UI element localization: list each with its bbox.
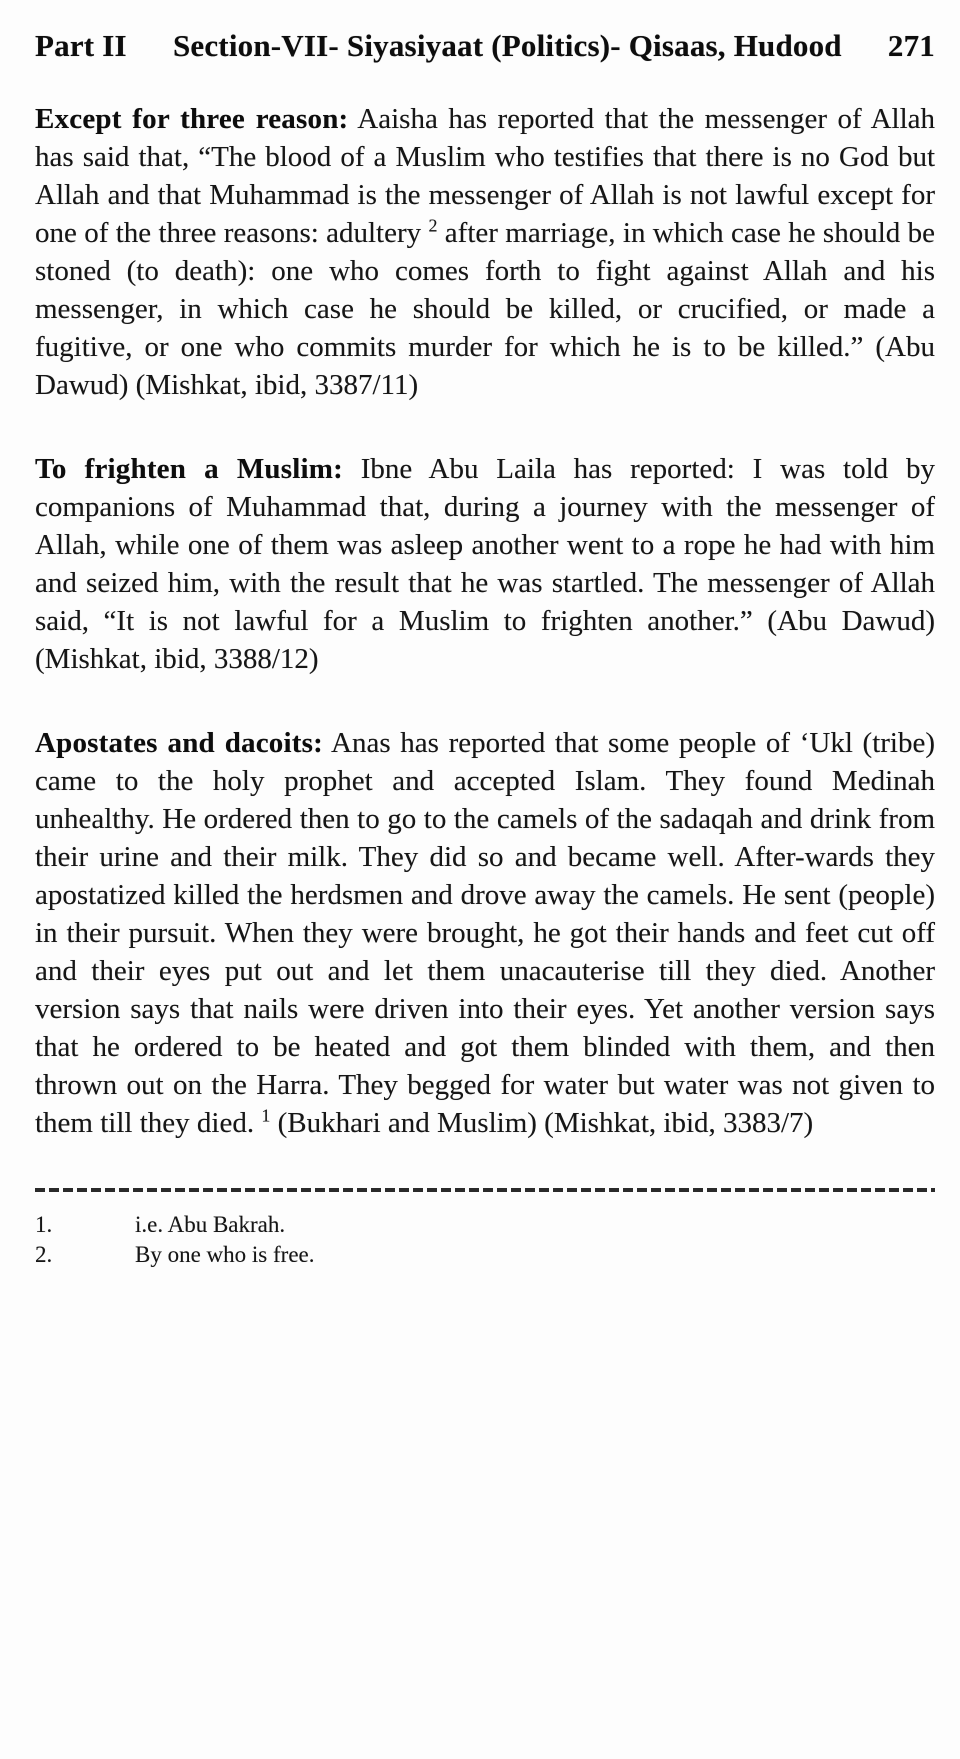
page-header (35, 26, 935, 66)
paragraph-to-frighten-a-muslim (35, 450, 935, 678)
header-section-title: Section-VII- Siyasiyaat (Politics)- Qisaas, Hudood (172, 28, 842, 63)
footnote-reference: 2 (428, 215, 438, 236)
footnote-number: 2. (35, 1242, 53, 1267)
header-page-number: 271 (887, 28, 935, 63)
footnotes-section (35, 1188, 935, 1270)
paragraph-text: after marriage, in which case he should be stoned (to death): one who comes forth to fight against Allah and his messenger, in which case he should be killed, or crucified, or made a fugitive, or one who commits murder for which he is to be killed.” (Abu Dawud) (Mishkat, ibid, 3387/11) (35, 217, 935, 401)
footnote-number: 1. (35, 1212, 53, 1237)
paragraph-except-for-three-reason (35, 100, 935, 404)
paragraph-text: Anas has reported that some people of ‘Ukl (tribe) came to the holy prophet and accepted Islam. They found Medinah unhealthy. He ordered then to go to the camels of the sadaqah and drink from their urine and their milk. They did so and became well. After-wards they apostatized killed the herdsmen and drove away the camels. He sent (people) in their pursuit. When they were brought, he got their hands and feet cut off and their eyes put out and let them unacauterise till they died. Another version says that nails were driven into their eyes. Yet another version says that he ordered to be heated and got them blinded with them, and then thrown out on the Harra. They begged for water but water was not given to them till they died. (35, 727, 935, 1139)
header-part: Part II (35, 28, 127, 63)
paragraph-text: Aaisha has reported that the messenger of Allah has said that, “The blood of a Muslim who testifies that there is no God but Allah and that Muhammad is the messenger of Allah is not lawful except for one of the three reasons: adultery (35, 103, 935, 249)
footnote-text: By one who is free. (135, 1242, 315, 1267)
paragraph-lead: To frighten a Muslim: (35, 453, 343, 485)
footnote-item (35, 1210, 935, 1240)
paragraph-text: (Bukhari and Muslim) (Mishkat, ibid, 3383/7) (270, 1107, 814, 1139)
paragraph-text: Ibne Abu Laila has reported: I was told by companions of Muhammad that, during a journey with the messenger of Allah, while one of them was asleep another went to a rope he had with him and seized him, with the result that he was startled. The messenger of Allah said, “It is not lawful for a Muslim to frighten another.” (Abu Dawud) (Mishkat, ibid, 3388/12) (35, 453, 935, 675)
body-text (35, 100, 935, 1142)
footnote-item (35, 1240, 935, 1270)
paragraph-lead: Except for three reason: (35, 103, 349, 135)
paragraph-lead: Apostates and dacoits: (35, 727, 323, 759)
paragraph-apostates-and-dacoits (35, 724, 935, 1142)
footnote-separator (35, 1188, 935, 1192)
footnote-text: i.e. Abu Bakrah. (135, 1212, 286, 1237)
footnote-reference: 1 (261, 1105, 271, 1126)
